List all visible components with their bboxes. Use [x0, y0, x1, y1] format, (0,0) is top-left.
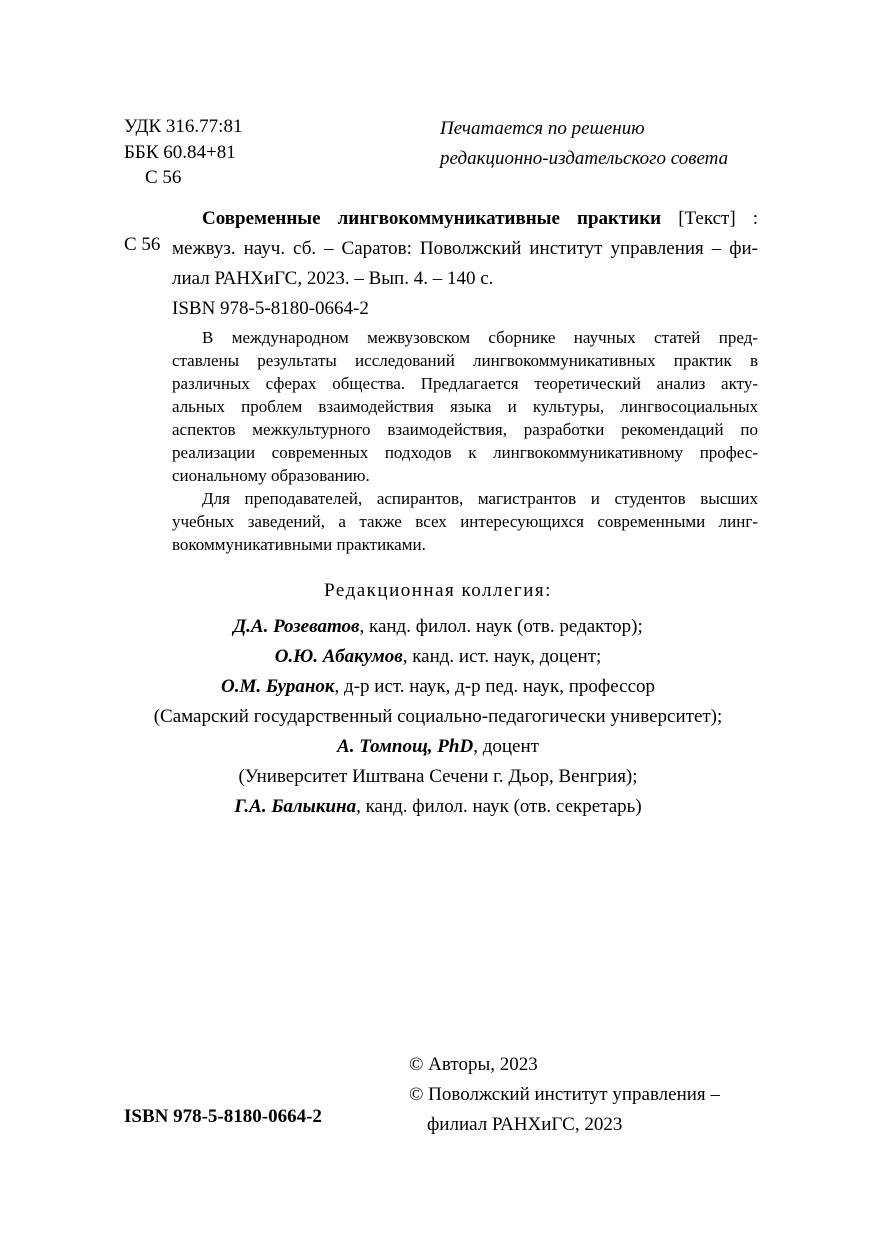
board-member [110, 732, 766, 762]
member-name: О.М. Буранок [220, 676, 335, 697]
copyright-institute: © Поволжский институт управления – [409, 1084, 720, 1105]
abstract-line: вокоммуникативными практиками. [172, 535, 426, 554]
entry-line-1 [172, 204, 758, 234]
board-member [110, 612, 766, 642]
member-name: А. Томпощ, PhD [337, 736, 474, 757]
udk-code: УДК 316.77:81 [124, 116, 243, 137]
entry-line-3: лиал РАНХиГС, 2023. – Вып. 4. – 140 с. [172, 268, 494, 289]
member-role: , канд. филол. наук (отв. секретарь) [356, 796, 642, 817]
abstract-line: ставлены результаты исследований лингвокоммуникативных практик в [172, 351, 758, 370]
author-mark: С 56 [145, 167, 182, 188]
abstract-line: альных проблем взаимодействия языка и культуры, лингвосоциальных [172, 397, 758, 416]
member-affiliation: (Самарский государственный социально-педагогически университет); [153, 706, 723, 727]
member-affiliation: (Университет Иштвана Сечени г. Дьор, Венгрия); [238, 766, 638, 787]
abstract-line: Для преподавателей, аспирантов, магистрантов и студентов высших [202, 489, 758, 508]
board-member [110, 672, 766, 702]
approval-line-2: редакционно-издательского совета [440, 148, 729, 169]
board-member [110, 642, 766, 672]
copyright-institute-cont: филиал РАНХиГС, 2023 [427, 1114, 623, 1135]
book-title: Современные лингвокоммуникативные практики [202, 208, 662, 229]
member-name: О.Ю. Абакумов [274, 646, 403, 667]
approval-line-1: Печатается по решению [440, 118, 645, 139]
board-member [110, 792, 766, 822]
abstract [172, 326, 758, 556]
member-role: , доцент [473, 736, 539, 757]
editorial-board [110, 576, 766, 822]
isbn-bottom: ISBN 978-5-8180-0664-2 [124, 1106, 322, 1127]
approval-note [440, 114, 728, 174]
copyright-block [409, 1050, 720, 1140]
abstract-line: различных сферах общества. Предлагается теоретический анализ акту- [172, 374, 758, 393]
member-name: Д.А. Розеватов [233, 616, 360, 637]
entry-isbn: ISBN 978-5-8180-0664-2 [172, 298, 369, 319]
board-heading: Редакционная коллегия: [324, 580, 552, 601]
abstract-line: аспектов межкультурного взаимодействия, разработки рекомендаций по [172, 420, 758, 439]
member-role: , канд. ист. наук, доцент; [402, 646, 602, 667]
abstract-line: В международном межвузовском сборнике научных статей пред- [202, 328, 758, 347]
bbk-code: ББК 60.84+81 [124, 142, 236, 163]
bibliographic-entry [172, 204, 758, 324]
entry-author-mark: С 56 [124, 234, 161, 255]
abstract-line: сиональному образованию. [172, 466, 370, 485]
entry-title-rest: [Текст] : [661, 208, 758, 229]
member-role: , канд. филол. наук (отв. редактор); [359, 616, 643, 637]
entry-line-2: межвуз. науч. сб. – Саратов: Поволжский институт управления – фи- [172, 238, 758, 259]
copyright-authors: © Авторы, 2023 [409, 1054, 538, 1075]
abstract-line: учебных заведений, а также всех интересующихся современными линг- [172, 512, 758, 531]
abstract-line: реализации современных подходов к лингвокоммуникативному профес- [172, 443, 758, 462]
member-role: , д-р ист. наук, д-р пед. наук, профессор [334, 676, 656, 697]
member-name: Г.А. Балыкина [234, 796, 357, 817]
